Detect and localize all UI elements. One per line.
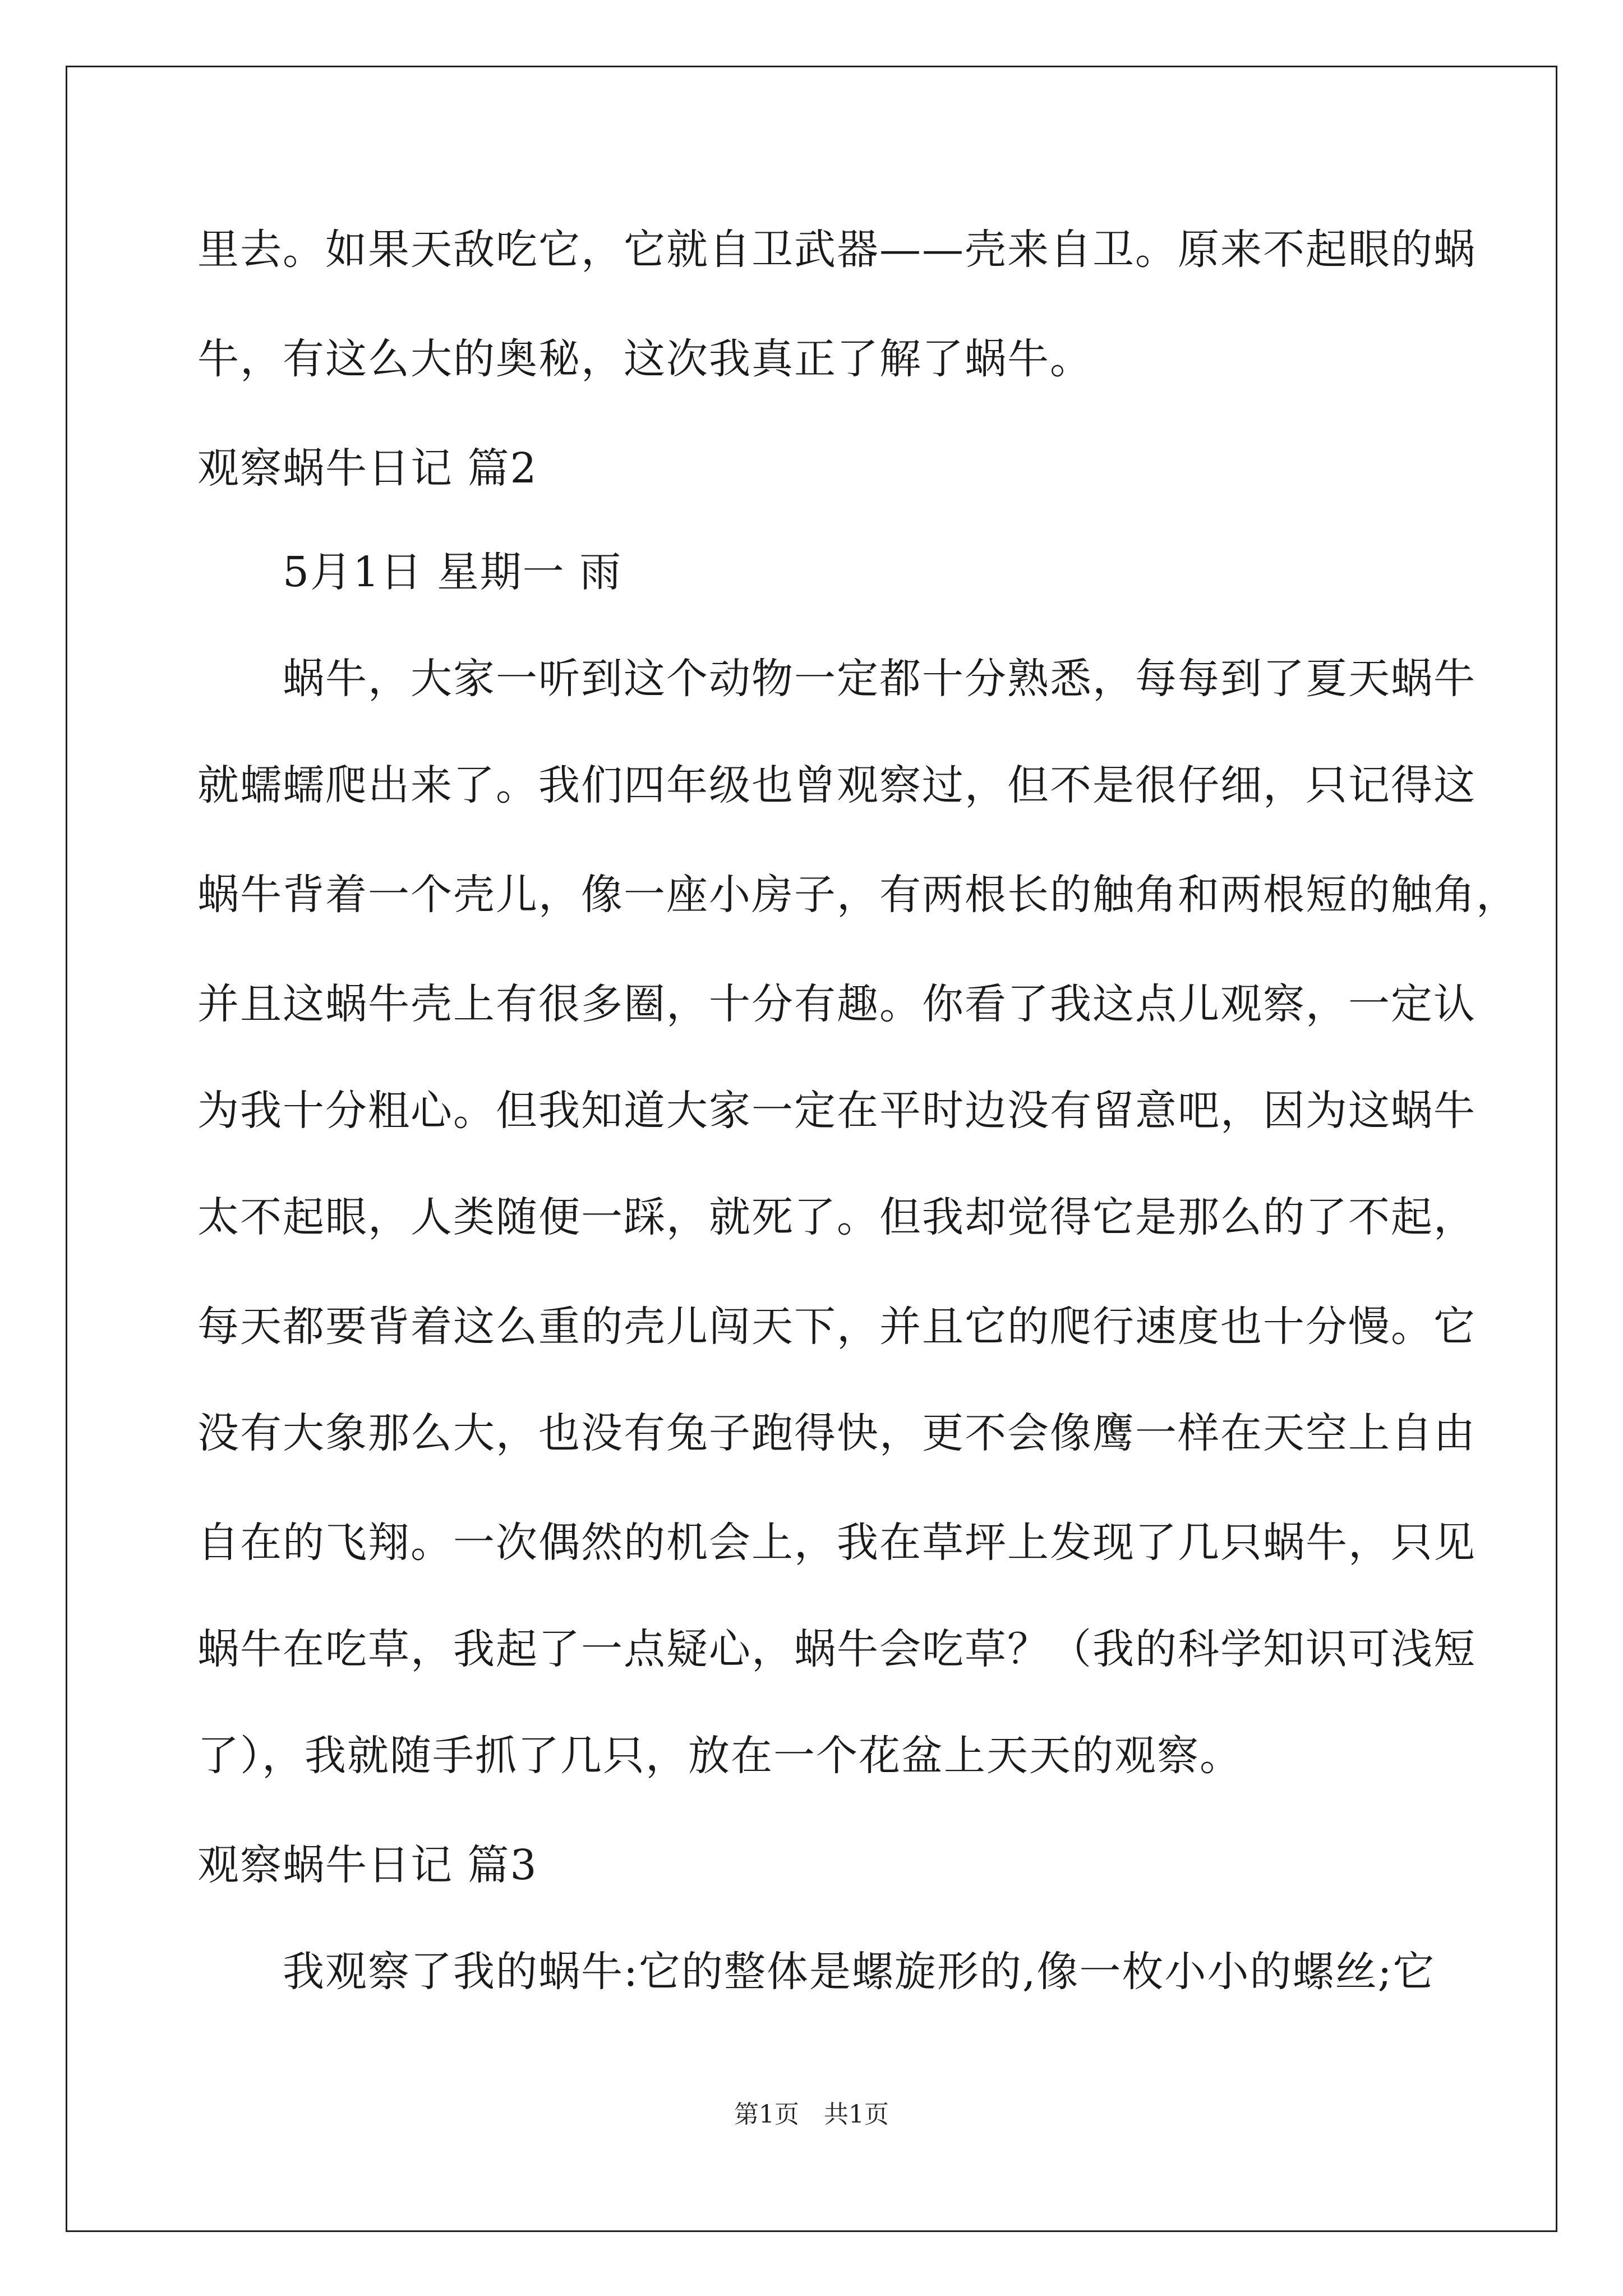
body-text-line: 每天都要背着这么重的壳儿闯天下，并且它的爬行速度也十分慢。它 xyxy=(197,1303,1476,1351)
body-text-line: 为我十分粗心。但我知道大家一定在平时边没有留意吧，因为这蜗牛 xyxy=(197,1087,1476,1135)
body-text-line: 蜗牛背着一个壳儿，像一座小房子，有两根长的触角和两根短的触角， xyxy=(197,871,1519,919)
body-text-line: 里去。如果天敌吃它，它就自卫武器——壳来自卫。原来不起眼的蜗 xyxy=(197,226,1476,274)
body-text-line: 蜗牛，大家一听到这个动物一定都十分熟悉，每每到了夏天蜗牛 xyxy=(197,655,1476,703)
page-number-footer: 第1页 共1页 xyxy=(734,2100,889,2129)
section-heading: 观察蜗牛日记 篇3 xyxy=(197,1841,538,1889)
body-text-line: 蜗牛在吃草，我起了一点疑心，蜗牛会吃草？（我的科学知识可浅短 xyxy=(197,1625,1476,1673)
body-text-line: 太不起眼，人类随便一踩，就死了。但我却觉得它是那么的了不起， xyxy=(197,1193,1476,1241)
body-text-line: 我观察了我的蜗牛:它的整体是螺旋形的,像一枚小小的螺丝;它 xyxy=(197,1948,1436,1996)
body-text-line: 自在的飞翔。一次偶然的机会上，我在草坪上发现了几只蜗牛，只见 xyxy=(197,1519,1476,1567)
date-line: 5月1日 星期一 雨 xyxy=(197,548,623,596)
body-text-line: 没有大象那么大，也没有兔子跑得快，更不会像鹰一样在天空上自由 xyxy=(197,1409,1476,1457)
page-border xyxy=(66,66,1557,2232)
body-text-line: 并且这蜗牛壳上有很多圈，十分有趣。你看了我这点儿观察，一定认 xyxy=(197,980,1476,1028)
body-text-line: 就蠕蠕爬出来了。我们四年级也曾观察过，但不是很仔细，只记得这 xyxy=(197,761,1476,809)
body-text-line: 牛，有这么大的奥秘，这次我真正了解了蜗牛。 xyxy=(197,335,1092,383)
body-text-line: 了），我就随手抓了几只，放在一个花盆上天天的观察。 xyxy=(197,1732,1242,1780)
section-heading: 观察蜗牛日记 篇2 xyxy=(197,444,538,493)
